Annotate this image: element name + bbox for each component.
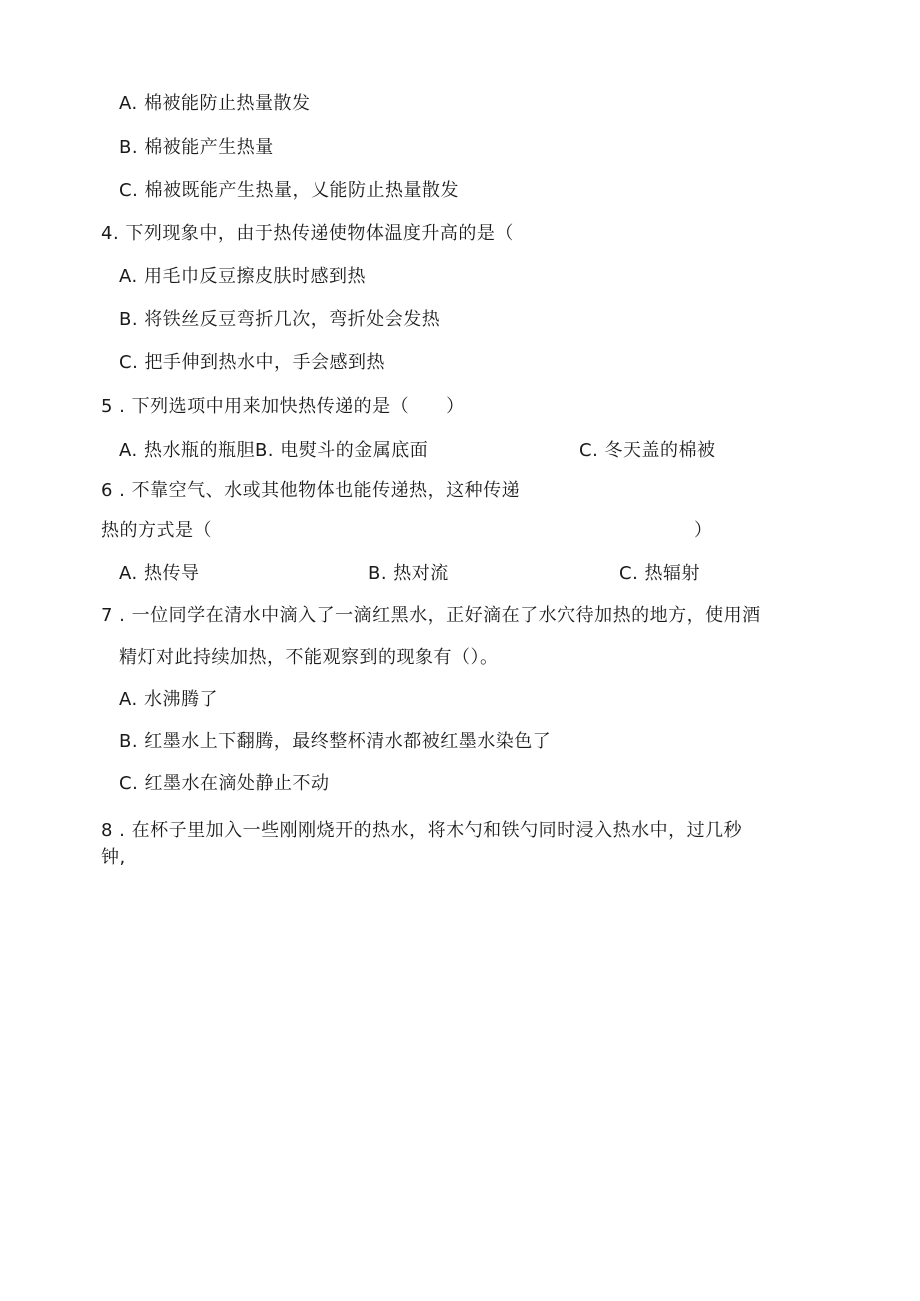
q6-option-b: B. 热对流 bbox=[368, 563, 449, 584]
q7-option-c: C. 红墨水在滴处静止不动 bbox=[119, 773, 330, 794]
q4-option-c: C. 把手伸到热水中，手会感到热 bbox=[119, 352, 386, 373]
q5-option-c: C. 冬天盖的棉被 bbox=[579, 440, 716, 461]
q3-option-a: A. 棉被能防止热量散发 bbox=[119, 93, 311, 114]
q4-question: 4. 下列现象中，由于热传递使物体温度升高的是（ bbox=[101, 223, 514, 244]
q7-question-line2: 精灯对此持续加热，不能观察到的现象有（）。 bbox=[119, 647, 499, 668]
q6-question-line2: 热的方式是（ bbox=[101, 520, 212, 541]
q3-option-b: B. 棉被能产生热量 bbox=[119, 137, 274, 158]
q6-option-a: A. 热传导 bbox=[119, 563, 200, 584]
q4-option-a: A. 用毛巾反豆擦皮肤时感到热 bbox=[119, 266, 366, 287]
q6-paren-close: ） bbox=[694, 520, 713, 541]
q3-option-c: C. 棉被既能产生热量，乂能防止热量散发 bbox=[119, 180, 460, 201]
q4-option-b: B. 将铁丝反豆弯折几次，弯折处会发热 bbox=[119, 309, 441, 330]
q8-question-line1: 8 . 在杯子里加入一些刚刚烧开的热水，将木勺和铁勺同时浸入热水中，过几秒 bbox=[101, 820, 743, 841]
q8-question-line2: 钟, bbox=[101, 847, 126, 868]
q7-option-b: B. 红墨水上下翻腾，最终整杯清水都被红墨水染色了 bbox=[119, 731, 552, 752]
q6-question-line1: 6 . 不靠空气、水或其他物体也能传递热，这种传递 bbox=[101, 480, 521, 501]
q5-option-ab: A. 热水瓶的瓶胆B. 电熨斗的金属底面 bbox=[119, 440, 429, 461]
q7-option-a: A. 水沸腾了 bbox=[119, 689, 218, 710]
q7-question-line1: 7 . 一位同学在清水中滴入了一滴红黑水，正好滴在了水穴待加热的地方，使用酒 bbox=[101, 605, 761, 626]
q5-question: 5 . 下列选项中用来加快热传递的是（ ） bbox=[101, 396, 465, 417]
q6-option-c: C. 热辐射 bbox=[619, 563, 701, 584]
